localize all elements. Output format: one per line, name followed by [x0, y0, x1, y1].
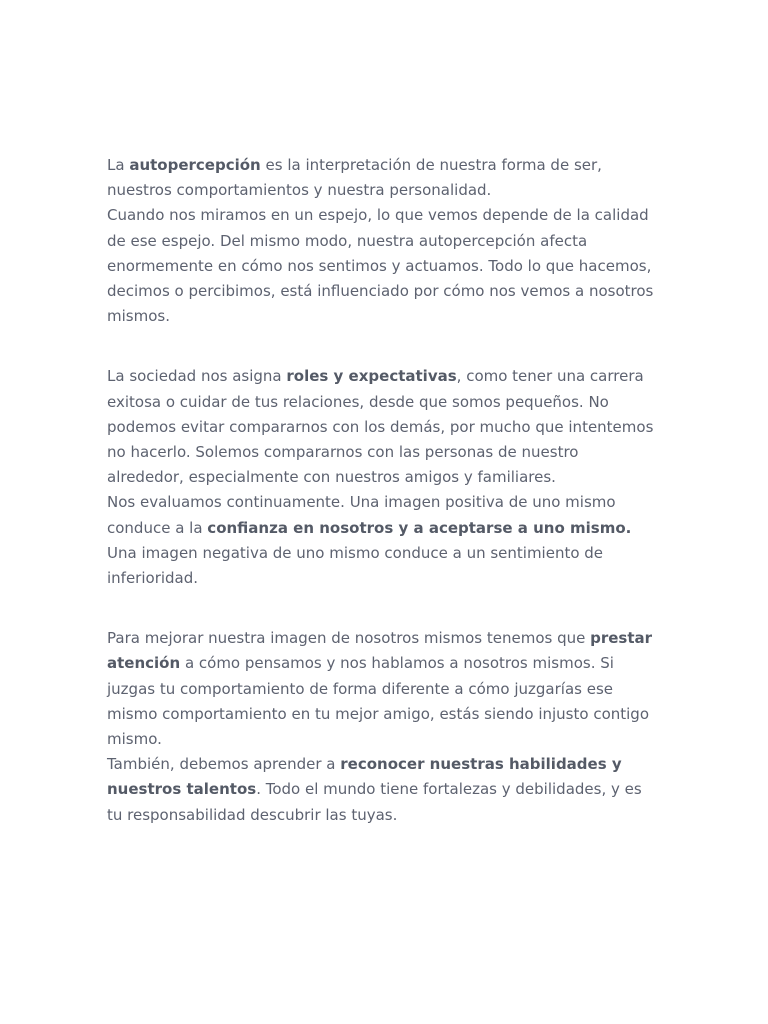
- text-run: Cuando nos miramos en un espejo, lo que vemos depende de la calidad de ese espejo. Del mismo modo, nuestra autopercepción afecta enormemente en cómo nos sentimos y actuamos. Todo lo que hacemos, decimos o percibimos, está influenciado por cómo nos vemos a nosotros mismos.: [107, 206, 654, 326]
- paragraph: [107, 490, 659, 591]
- text-run: , como tener una carrera exitosa o cuidar de tus relaciones, desde que somos pequeños. No podemos evitar compararnos con los demás, por mucho que intentemos no hacerlo. Solemos compararnos con las personas de nuestro alrededor, especialmente con nuestros amigos y familiares.: [107, 367, 654, 487]
- text-run: a cómo pensamos y nos hablamos a nosotros mismos. Si juzgas tu comportamiento de forma diferente a cómo juzgarías ese mismo comportamiento en tu mejor amigo, estás siendo injusto contigo mismo.: [107, 654, 650, 749]
- bold-term: roles y expectativas: [286, 367, 457, 386]
- bold-term: prestar atención: [107, 629, 653, 673]
- text-run: La sociedad nos asigna: [107, 367, 287, 386]
- bold-term: reconocer nuestras habilidades y nuestros talentos: [107, 755, 622, 799]
- bold-term: confianza en nosotros y a aceptarse a uno mismo.: [207, 518, 632, 537]
- text-run: es la interpretación de nuestra forma de ser, nuestros comportamientos y nuestra personalidad.: [107, 156, 602, 200]
- bold-term: autopercepción: [129, 156, 261, 174]
- section-sociedad: [107, 364, 659, 591]
- paragraph: [107, 203, 659, 329]
- section-mejorar: [107, 626, 659, 828]
- paragraph: [107, 153, 659, 203]
- text-run: Nos evaluamos continuamente. Una imagen positiva de uno mismo conduce a la: [107, 493, 616, 537]
- text-run: Para mejorar nuestra imagen de nosotros mismos tenemos que: [107, 629, 591, 648]
- section-autopercepcion: [107, 153, 659, 329]
- text-run: . Todo el mundo tiene fortalezas y debilidades, y es tu responsabilidad descubrir las tuyas.: [107, 780, 642, 824]
- text-run: También, debemos aprender a: [107, 755, 341, 774]
- text-run: La: [107, 156, 130, 174]
- paragraph: [107, 626, 659, 752]
- text-run: Una imagen negativa de uno mismo conduce a un sentimiento de inferioridad.: [107, 543, 604, 588]
- paragraph: [107, 752, 659, 828]
- paragraph: [107, 364, 659, 490]
